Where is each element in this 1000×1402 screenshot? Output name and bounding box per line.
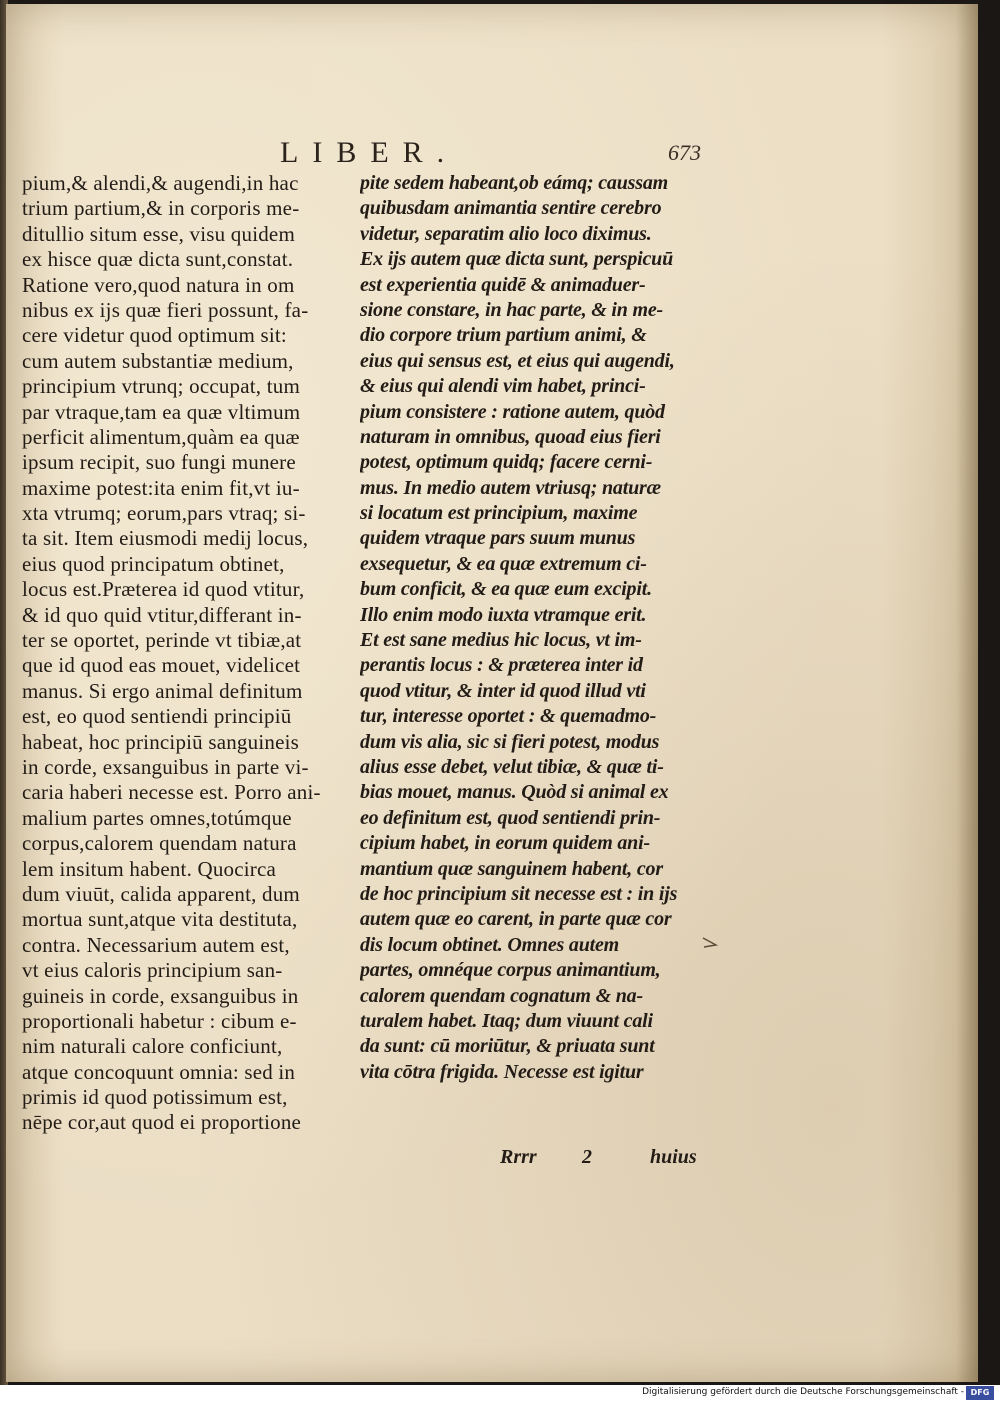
text-line: quibusdam animantia sentire cerebro xyxy=(360,197,662,220)
signature-line xyxy=(500,1146,710,1169)
text-line: malium partes omnes,totúmque xyxy=(22,805,292,830)
text-line: Et est sane medius hic locus, vt im- xyxy=(360,629,642,652)
text-line: trium partium,& in corporis me- xyxy=(22,196,300,221)
text-line: que id quod eas mouet, videlicet xyxy=(22,653,301,678)
text-line: ipsum recipit, suo fungi munere xyxy=(22,450,296,475)
text-line: pium consistere : ratione autem, quòd xyxy=(360,400,665,423)
right-column-text xyxy=(360,171,705,1085)
text-line: proportionali habetur : cibum e- xyxy=(22,1008,297,1033)
text-line: si locatum est principium, maxime xyxy=(360,502,638,525)
text-line: eius quod principatum obtinet, xyxy=(22,551,285,576)
signature-number: 2 xyxy=(582,1146,592,1168)
text-line: exsequetur, & ea quæ extremum ci- xyxy=(360,552,647,575)
text-line: calorem quendam cognatum & na- xyxy=(360,984,643,1007)
text-line: nibus ex ijs quæ fieri possunt, fa- xyxy=(22,297,309,322)
signature-mark: Rrrr xyxy=(500,1146,537,1168)
text-line: ta sit. Item eiusmodi medij locus, xyxy=(22,526,309,551)
text-line: pite sedem habeant,ob eámq; caussam xyxy=(360,172,668,194)
text-line: partes, omnéque corpus animantium, xyxy=(360,959,661,982)
text-line: tur, interesse oportet : & quemadmo- xyxy=(360,705,657,728)
text-line: autem quæ eo carent, in parte quæ cor xyxy=(360,908,672,931)
text-line: vt eius caloris principium san- xyxy=(22,958,283,983)
text-line: dum viuūt, calida apparent, dum xyxy=(22,881,300,906)
text-line: nēpe cor,aut quod ei proportione xyxy=(22,1110,302,1135)
text-line: habeat, hoc principiū sanguineis xyxy=(22,729,299,754)
text-line: guineis in corde, exsanguibus in xyxy=(22,983,299,1008)
text-line: mantium quæ sanguinem habent, cor xyxy=(360,857,663,880)
text-line: maxime potest:ita enim fit,vt iu- xyxy=(22,475,300,500)
text-line: vita cōtra frigida. Necesse est igitur xyxy=(360,1060,644,1083)
catchword: huius xyxy=(650,1146,697,1168)
text-line: pium,& alendi,& augendi,in hac xyxy=(22,171,299,195)
text-line: manus. Si ergo animal definitum xyxy=(22,678,303,703)
text-line: lem insitum habent. Quocirca xyxy=(22,856,277,881)
text-line: sione constare, in hac parte, & in me- xyxy=(360,298,663,321)
text-line: naturam in omnibus, quoad eius fieri xyxy=(360,425,661,448)
text-line: de hoc principium sit necesse est : in ijs xyxy=(360,882,678,905)
text-line: primis id quod potissimum est, xyxy=(22,1085,288,1110)
text-line: cere videtur quod optimum sit: xyxy=(22,323,287,348)
text-line: corpus,calorem quendam natura xyxy=(22,831,297,856)
text-line: & eius qui alendi vim habet, princi- xyxy=(360,375,646,398)
page-gutter-shadow xyxy=(956,4,978,1382)
text-line: atque concoquunt omnia: sed in xyxy=(22,1059,296,1084)
angle-bracket-icon xyxy=(700,934,720,954)
text-line: dis locum obtinet. Omnes autem xyxy=(360,933,620,956)
text-line: alius esse debet, velut tibiæ, & quæ ti- xyxy=(360,755,664,778)
text-line: perficit alimentum,quàm ea quæ xyxy=(22,424,300,449)
text-line: cipium habet, in eorum quidem ani- xyxy=(360,832,650,855)
text-line: eo definitum est, quod sentiendi prin- xyxy=(360,806,661,829)
text-line: ditullio situm esse, visu quidem xyxy=(22,221,295,246)
text-line: Illo enim modo iuxta vtramque erit. xyxy=(360,603,647,626)
text-line: quidem vtraque pars suum munus xyxy=(360,527,636,550)
text-line: mortua sunt,atque vita destituta, xyxy=(22,907,298,932)
text-line: est experientia quidē & animaduer- xyxy=(360,273,646,296)
text-line: eius qui sensus est, et eius qui augendi, xyxy=(360,349,675,372)
text-line: locus est.Præterea id quod vtitur, xyxy=(22,577,305,602)
text-line: potest, optimum quidq; facere cerni- xyxy=(360,451,653,474)
text-line: est, eo quod sentiendi principiū xyxy=(22,704,292,729)
text-line: cum autem substantiæ medium, xyxy=(22,348,294,373)
text-line: turalem habet. Itaq; dum viuunt cali xyxy=(360,1009,653,1032)
text-line: perantis locus : & præterea inter id xyxy=(360,654,643,677)
text-line: & id quo quid vtitur,differant in- xyxy=(22,602,302,627)
text-line: dum vis alia, sic si fieri potest, modus xyxy=(360,730,660,753)
text-line: contra. Necessarium autem est, xyxy=(22,932,290,957)
page-number: 673 xyxy=(668,140,701,165)
dfg-logo: DFG xyxy=(966,1386,994,1400)
text-line: bias mouet, manus. Quòd si animal ex xyxy=(360,781,669,804)
text-line: ex hisce quæ dicta sunt,constat. xyxy=(22,247,294,272)
text-line: quod vtitur, & inter id quod illud vti xyxy=(360,679,646,702)
text-line: caria haberi necesse est. Porro ani- xyxy=(22,780,321,805)
text-line: da sunt: cū moriūtur, & priuata sunt xyxy=(360,1035,655,1058)
text-line: Ex ijs autem quæ dicta sunt, perspicuū xyxy=(360,248,674,271)
text-line: xta vtrumq; eorum,pars vtraq; si- xyxy=(22,501,306,526)
text-line: mus. In medio autem vtriusq; naturæ xyxy=(360,476,661,499)
text-line: ter se oportet, perinde vt tibiæ,at xyxy=(22,628,302,653)
text-line: Ratione vero,quod natura in om xyxy=(22,272,295,297)
running-head: LIBER. xyxy=(280,136,459,169)
text-line: nim naturali calore conficiunt, xyxy=(22,1034,283,1059)
left-column-text xyxy=(22,171,352,1136)
text-line: par vtraque,tam ea quæ vltimum xyxy=(22,399,301,424)
funding-notice: Digitalisierung gefördert durch die Deutsche Forschungsgemeinschaft - xyxy=(642,1387,964,1397)
text-line: in corde, exsanguibus in parte vi- xyxy=(22,754,309,779)
text-line: videtur, separatim alio loco diximus. xyxy=(360,222,652,245)
text-line: principium vtrunq; occupat, tum xyxy=(22,374,300,399)
text-line: dio corpore trium partium animi, & xyxy=(360,324,647,347)
text-line: bum conficit, & ea quæ eum excipit. xyxy=(360,578,652,601)
